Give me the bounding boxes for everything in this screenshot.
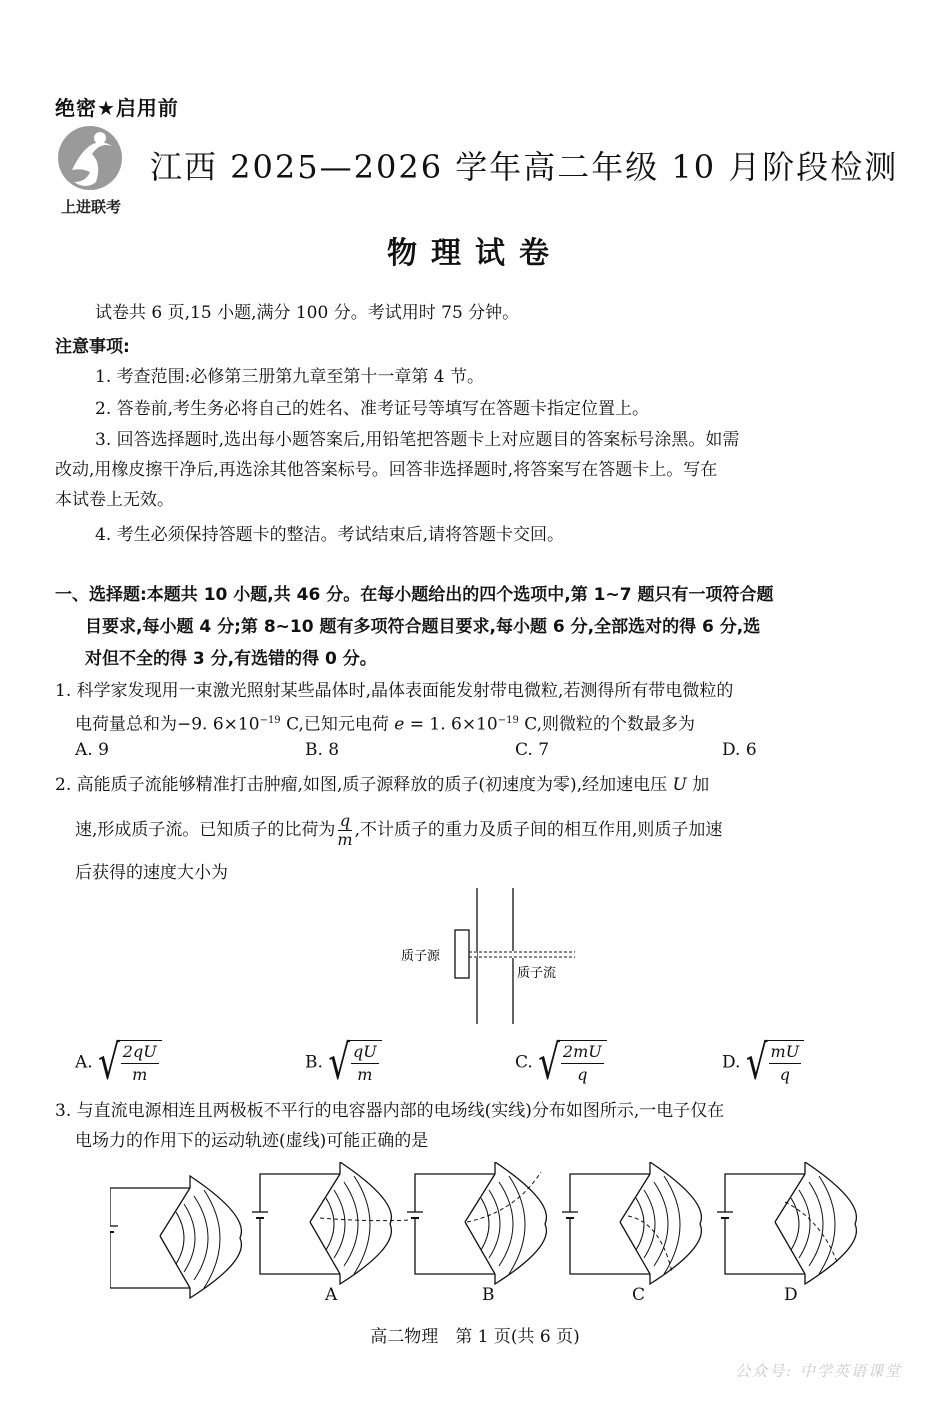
radical-icon: √ (745, 1035, 768, 1091)
numerator-a: 2qU (121, 1041, 159, 1064)
capacitor-option-d (717, 1162, 856, 1284)
q3-line-2: 电场力的作用下的运动轨迹(虚线)可能正确的是 (75, 1131, 429, 1151)
capacitor-figures (110, 1162, 900, 1312)
q1-text-b: C,已知元电荷 (280, 714, 395, 735)
watermark: 公众号: 中学英语课堂 (735, 1362, 902, 1380)
q2-text-a-end: 加 (686, 775, 710, 795)
q2-option-c-label: C. (515, 1052, 533, 1073)
fraction-c (558, 1040, 607, 1086)
q1-text-a: 电荷量总和为−9. 6×10 (75, 714, 260, 735)
denominator-b: m (357, 1065, 373, 1084)
q2-line-1 (55, 770, 709, 800)
q2-option-c (515, 1035, 607, 1091)
intro-line: 试卷共 6 页,15 小题,满分 100 分。考试用时 75 分钟。 (95, 303, 520, 323)
q2-option-b-label: B. (305, 1052, 323, 1073)
exam-logo (52, 124, 130, 216)
fraction-b (348, 1040, 382, 1086)
denominator-a: m (132, 1065, 148, 1084)
fraction-a (118, 1040, 162, 1086)
proton-source-box (455, 930, 469, 978)
note-2: 2. 答卷前,考生务必将自己的姓名、准考证号等填写在答题卡指定位置上。 (95, 399, 650, 419)
sqrt-c (538, 1035, 607, 1091)
q2-option-d (722, 1035, 804, 1091)
fraction-d (766, 1040, 805, 1086)
q2-text-b: 速,形成质子流。已知质子的比荷为 (75, 820, 336, 840)
q1-option-a: A. 9 (75, 740, 109, 760)
q2-line-3: 后获得的速度大小为 (75, 863, 228, 883)
figure-label-d: D (784, 1285, 798, 1305)
q1-line-1: 1. 科学家发现用一束激光照射某些晶体时,晶体表面能发射带电微粒,若测得所有带电微粒的 (55, 681, 734, 701)
q1-text-d: C,则微粒的个数最多为 (518, 714, 696, 735)
proton-accelerator-figure (395, 888, 595, 1028)
sqrt-a (98, 1035, 162, 1091)
q1-exp-2: −19 (497, 715, 519, 726)
q1-e: e (394, 714, 405, 735)
capacitor-option-a (252, 1162, 410, 1284)
q2-line-2 (75, 812, 722, 849)
q3-line-1: 3. 与直流电源相连且两极板不平行的电容器内部的电场线(实线)分布如图所示,一电子仅在 (55, 1101, 725, 1121)
logo-text: 上进联考 (60, 198, 122, 216)
note-3-line-2: 改动,用橡皮擦干净后,再选涂其他答案标号。回答非选择题时,将答案写在答题卡上。写在 (55, 460, 718, 480)
q1-option-b: B. 8 (305, 740, 340, 760)
numerator-b: qU (351, 1041, 379, 1064)
subject-title: 物理试卷 (387, 236, 563, 271)
q1-text-c: = 1. 6×10 (404, 714, 498, 735)
proton-source-label: 质子源 (401, 949, 441, 964)
charge-mass-fraction (337, 812, 352, 849)
exam-title: 江西 2025—2026 学年高二年级 10 月阶段检测 (150, 148, 899, 186)
denominator-c: q (577, 1065, 588, 1084)
q1-line-2 (75, 706, 695, 740)
trajectory-c (628, 1216, 672, 1272)
q1-exp-1: −19 (259, 715, 281, 726)
capacitor-option-c (562, 1162, 701, 1284)
q2-option-a (75, 1035, 162, 1091)
q1-option-c: C. 7 (515, 740, 550, 760)
q2-option-d-label: D. (722, 1052, 741, 1073)
radical-icon: √ (328, 1035, 350, 1091)
q2-U: U (672, 775, 687, 795)
note-3-line-1: 3. 回答选择题时,选出每小题答案后,用铅笔把答题卡上对应题目的答案标号涂黑。如需 (95, 430, 740, 450)
radical-icon: √ (98, 1035, 120, 1091)
capacitor-option-b (407, 1162, 546, 1284)
reference-capacitor (110, 1176, 241, 1298)
numerator-c: 2mU (561, 1041, 604, 1064)
section-1-line-2: 目要求,每小题 4 分;第 8~10 题有多项符合题目要求,每小题 6 分,全部选对的得 6 分,选 (85, 617, 761, 637)
q1-option-d: D. 6 (722, 740, 757, 760)
note-3-line-3: 本试卷上无效。 (55, 490, 174, 510)
figure-label-c: C (632, 1285, 646, 1305)
note-4: 4. 考生必须保持答题卡的整洁。考试结束后,请将答题卡交回。 (95, 525, 565, 545)
fraction-m: m (337, 830, 353, 849)
denominator-d: q (779, 1065, 790, 1084)
trajectory-b (467, 1172, 541, 1222)
proton-stream-label: 质子流 (517, 966, 557, 981)
section-1-line-3: 对但不全的得 3 分,有选错的得 0 分。 (85, 649, 377, 669)
sqrt-b (328, 1035, 381, 1091)
section-1-line-1: 一、选择题:本题共 10 小题,共 46 分。在每小题给出的四个选项中,第 1~7 题只有一项符合题 (55, 585, 774, 605)
confidential-label: 绝密★启用前 (55, 96, 179, 120)
radical-icon: √ (538, 1035, 560, 1091)
q2-text-a: 2. 高能质子流能够精准打击肿瘤,如图,质子源释放的质子(初速度为零),经加速电压 (55, 775, 673, 795)
figure-label-a: A (325, 1285, 338, 1305)
fraction-q: q (339, 811, 351, 830)
q2-option-a-label: A. (75, 1052, 93, 1073)
q2-text-c: ,不计质子的重力及质子间的相互作用,则质子加速 (354, 820, 723, 840)
notes-heading: 注意事项: (55, 337, 130, 357)
q2-option-b (305, 1035, 382, 1091)
figure-label-b: B (482, 1285, 495, 1305)
logo-icon (52, 124, 130, 216)
page-footer: 高二物理 第 1 页(共 6 页) (370, 1327, 580, 1347)
sqrt-d (745, 1035, 804, 1091)
note-1: 1. 考查范围:必修第三册第九章至第十一章第 4 节。 (95, 367, 484, 387)
numerator-d: mU (769, 1041, 802, 1064)
